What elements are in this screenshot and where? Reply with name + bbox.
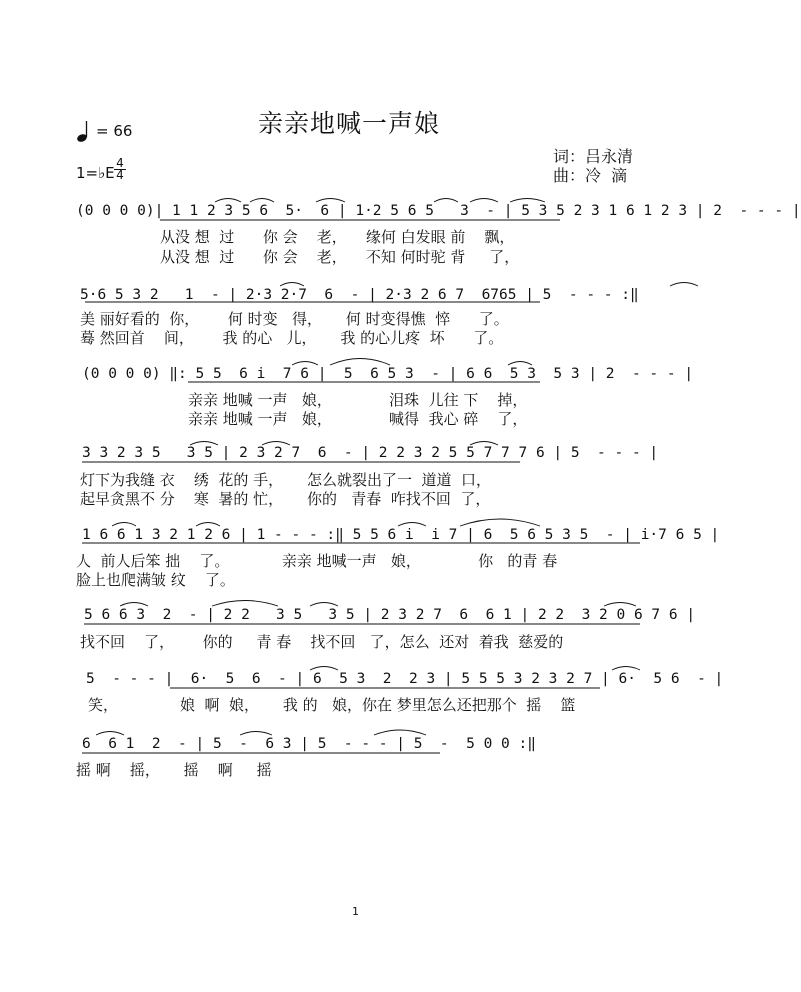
page-number: 1 — [352, 905, 359, 918]
lyrics-line-8a: 摇 啊 摇， 摇 啊 摇 — [76, 761, 272, 779]
notes-line-8: 6 6 1 2 - | 5 - 6 3 | 5 - - - | 5 - 5 0 0 :‖ — [82, 736, 536, 752]
notes-line-7: 5 - - - | 6· 5 6 - | 6 5 3 2 2 3 | 5 5 5 3 2 3 2 7 | 6· 5 6 - | — [86, 671, 724, 687]
lyrics-line-1b: 从没 想 过 你 会 老， 不知 何时驼 背 了， — [160, 248, 520, 266]
lyrics-line-5a: 人 前人后笨 拙 了。 亲亲 地喊一声 娘， 你 的青 春 — [76, 552, 558, 570]
notes-line-1: (0 0 0 0)| 1 1 2 3 5 6 5· 6 | 1·2 5 6 5 3 - | 5 3 5 2 3 1 6 1 2 3 | 2 - - - | — [76, 203, 801, 219]
lyrics-line-3a: 亲亲 地喊 一声 娘， 泪珠 儿往 下 掉， — [188, 391, 528, 409]
lyrics-line-1a: 从没 想 过 你 会 老， 缘何 白发眼 前 飘， — [160, 228, 515, 246]
lyrics-line-4b: 起早贪黑不 分 寒 暑的 忙， 你的 青春 咋找不回 了， — [80, 490, 491, 508]
notes-line-2: 5·6 5 3 2 1 - | 2·3 2·7 6 - | 2·3 2 6 7 6765 | 5 - - - :‖ — [80, 287, 639, 303]
lyrics-line-2a: 美 丽好看的 你， 何 时变 得， 何 时变得憔 悴 了。 — [80, 310, 509, 328]
time-signature-bottom: 4 — [114, 169, 126, 181]
notes-line-4: 3 3 2 3 5 3 5 | 2 3 2 7 6 - | 2 2 3 2 5 5 7 7 7 6 | 5 - - - | — [82, 445, 659, 461]
lyricist-credit: 词：吕永清 — [553, 147, 634, 166]
key-signature: 1=♭E — [76, 164, 115, 182]
notes-line-3: (0 0 0 0) ‖: 5 5 6 i 7 6 | 5 6 5 3 - | 6 6 5 3 5 3 | 2 - - - | — [82, 366, 694, 382]
song-title: 亲亲地喊一声娘 — [258, 109, 441, 138]
notes-line-6: 5 6 6 3 2 - | 2 2 3 5 3 5 | 2 3 2 7 6 6 1 | 2 2 3 2 0 6 7 6 | — [84, 607, 696, 623]
lyrics-line-5b: 脸上也爬满皱 纹 了。 — [76, 571, 235, 589]
composer-credit: 曲：冷 滴 — [553, 166, 628, 185]
lyrics-line-2b: 蓦 然回首 间， 我 的心 儿， 我 的心儿疼 坏 了。 — [80, 329, 504, 347]
tempo-marking: = 66 — [96, 122, 133, 140]
time-signature-top: 4 — [116, 156, 124, 170]
lyrics-line-6a: 找不回 了， 你的 青 春 找不回 了，怎么 还对 着我 慈爱的 — [80, 633, 564, 651]
lyrics-line-4a: 灯下为我缝 衣 绣 花的 手， 怎么就裂出了一 道道 口， — [80, 471, 492, 489]
lyrics-line-3b: 亲亲 地喊 一声 娘， 喊得 我心 碎 了， — [188, 410, 528, 428]
lyrics-line-7a: 笑， 娘 啊 娘， 我 的 娘，你在 梦里怎么还把那个 摇 篮 — [88, 696, 576, 714]
notes-line-5: 1 6 6 1 3 2 1 2 6 | 1 - - - :‖ 5 5 6 i i 7 | 6 5 6 5 3 5 - | i·7 6 5 | — [82, 527, 720, 543]
